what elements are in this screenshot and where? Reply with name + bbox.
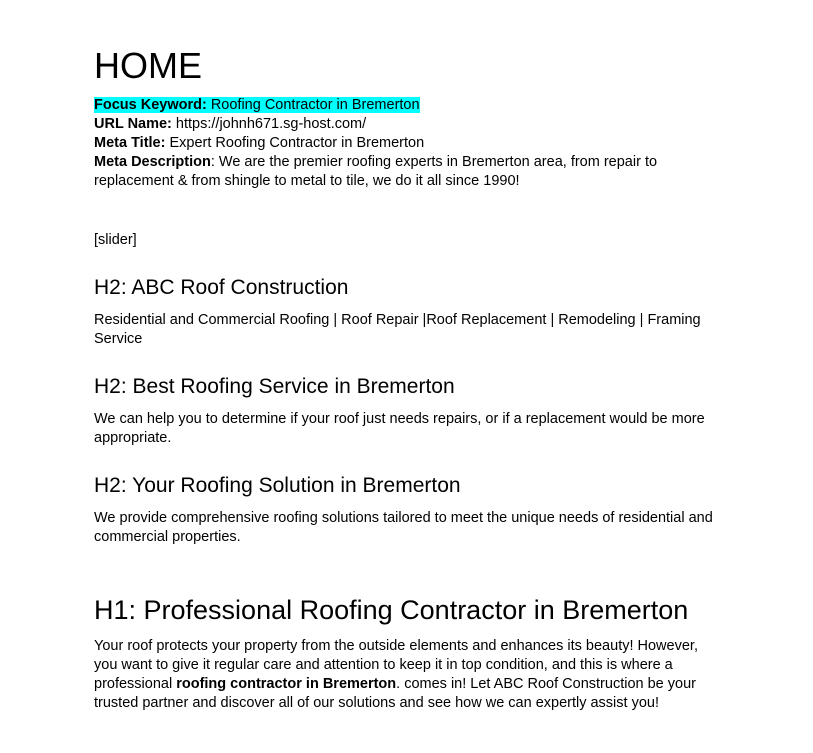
url-name-value: https://johnh671.sg-host.com/ bbox=[171, 116, 367, 132]
meta-title-value: Expert Roofing Contractor in Bremerton bbox=[165, 135, 425, 151]
meta-title-label: Meta Title: bbox=[94, 135, 166, 151]
h1-body-text-end: . comes in! Let ABC Roof Construction be your trusted partner and discover all of our solutions and see how we can expertly assist you! bbox=[94, 676, 696, 711]
section-heading: H2: Your Roofing Solution in Bremerton bbox=[94, 474, 461, 497]
section-body: We provide comprehensive roofing solutions tailored to meet the unique needs of residential and commercial properties. bbox=[94, 510, 713, 545]
slider-placeholder: [slider] bbox=[94, 232, 137, 248]
meta-description-value: : We are the premier roofing experts in Bremerton area, from repair to replacement & from shingle to metal to tile, we do it all since 1990! bbox=[94, 154, 658, 189]
url-name-label: URL Name: bbox=[94, 116, 172, 132]
meta-title-line bbox=[94, 134, 714, 153]
focus-keyword-label: Focus Keyword: bbox=[94, 97, 207, 113]
h1-body-bold-keyword: roofing contractor in Bremerton bbox=[176, 676, 397, 692]
seo-meta-block bbox=[94, 96, 714, 191]
h1-heading: H1: Professional Roofing Contractor in Bremerton bbox=[94, 595, 689, 625]
page-title: HOME bbox=[94, 45, 202, 86]
meta-description-line bbox=[94, 153, 714, 191]
focus-keyword-value: Roofing Contractor in Bremerton bbox=[206, 97, 420, 113]
meta-description-label: Meta Description bbox=[94, 154, 211, 170]
h1-body bbox=[94, 637, 719, 713]
section-body: We can help you to determine if your roof just needs repairs, or if a replacement would be more appropriate. bbox=[94, 411, 705, 446]
focus-keyword-line bbox=[94, 96, 714, 115]
section-heading: H2: Best Roofing Service in Bremerton bbox=[94, 375, 455, 398]
url-name-line bbox=[94, 115, 714, 134]
section-body: Residential and Commercial Roofing | Roof Repair |Roof Replacement | Remodeling | Framing Service bbox=[94, 312, 701, 347]
section-heading: H2: ABC Roof Construction bbox=[94, 276, 349, 299]
h1-body-text: Your roof protects your property from the outside elements and enhances its beauty! However, you want to give it regular care and attention to keep it in top condition, and this is where a professional bbox=[94, 638, 698, 692]
